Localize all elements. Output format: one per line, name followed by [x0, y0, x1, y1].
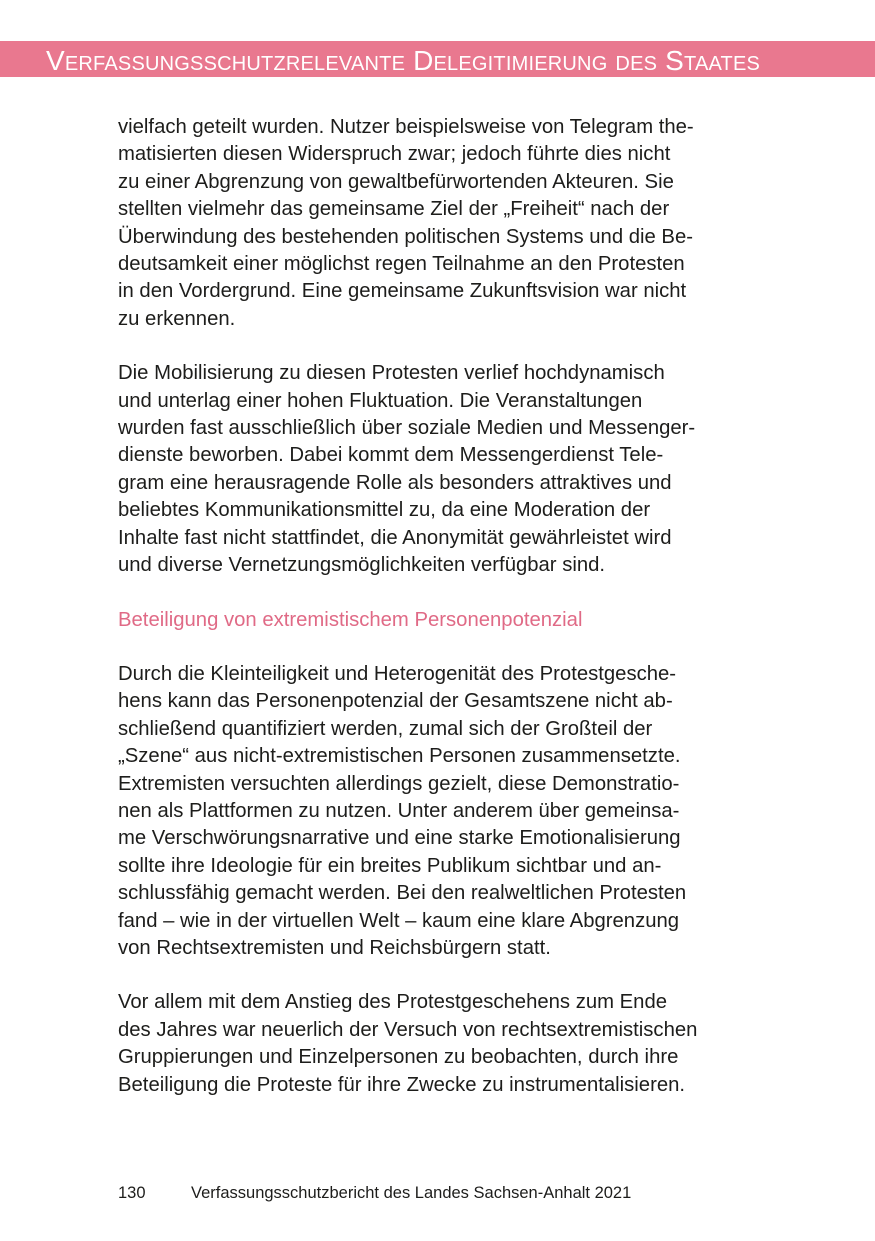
paragraph-3	[118, 661, 768, 962]
page-number: 130	[118, 1184, 146, 1202]
text-line: stellten vielmehr das gemeinsame Ziel der „Freiheit“ nach der	[118, 198, 670, 221]
text-line: sollte ihre Ideologie für ein breites Publikum sichtbar und an-	[118, 854, 662, 877]
text-line: Vor allem mit dem Anstieg des Protestgeschehens zum Ende	[118, 991, 668, 1014]
text-line: dienste beworben. Dabei kommt dem Messengerdienst Tele-	[118, 444, 664, 467]
text-line: zu erkennen.	[118, 307, 236, 330]
text-line: nen als Plattformen zu nutzen. Unter anderem über gemeinsa-	[118, 799, 680, 822]
text-line: me Verschwörungsnarrative und eine starke Emotionalisierung	[118, 827, 681, 850]
text-line: zu einer Abgrenzung von gewaltbefürwortenden Akteuren. Sie	[118, 170, 674, 193]
text-line: Überwindung des bestehenden politischen Systems und die Be-	[118, 225, 693, 248]
text-line: wurden fast ausschließlich über soziale Medien und Messenger-	[118, 417, 696, 440]
text-line: gram eine herausragende Rolle als besonders attraktives und	[118, 471, 672, 494]
paragraph-2	[118, 360, 768, 579]
text-line: und diverse Vernetzungsmöglichkeiten verfügbar sind.	[118, 554, 606, 577]
text-line: Inhalte fast nicht stattfindet, die Anonymität gewährleistet wird	[118, 526, 672, 549]
text-line: Durch die Kleinteiligkeit und Heterogenität des Protestgesche-	[118, 662, 677, 685]
page-footer	[118, 1182, 631, 1204]
text-line: in den Vordergrund. Eine gemeinsame Zukunftsvision war nicht	[118, 280, 687, 303]
text-line: vielfach geteilt wurden. Nutzer beispielsweise von Telegram the-	[118, 116, 694, 138]
text-line: des Jahres war neuerlich der Versuch von rechtsextremistischen	[118, 1018, 698, 1041]
text-line: beliebtes Kommunikationsmittel zu, da eine Moderation der	[118, 499, 651, 522]
text-line: „Szene“ aus nicht-extremistischen Personen zusammensetzte.	[118, 745, 681, 768]
text-line: Gruppierungen und Einzelpersonen zu beobachten, durch ihre	[118, 1046, 679, 1069]
text-line: matisierten diesen Widerspruch zwar; jedoch führte dies nicht	[118, 143, 671, 166]
text-line: fand – wie in der virtuellen Welt – kaum eine klare Abgrenzung	[118, 909, 680, 932]
page-body	[118, 114, 768, 1099]
paragraph-4	[118, 989, 768, 1099]
text-line: deutsamkeit einer möglichst regen Teilnahme an den Protesten	[118, 253, 685, 276]
paragraph-1	[118, 114, 768, 333]
text-line: Die Mobilisierung zu diesen Protesten verlief hochdynamisch	[118, 362, 665, 385]
text-line: und unterlag einer hohen Fluktuation. Die Veranstaltungen	[118, 389, 643, 412]
text-line: schlussfähig gemacht werden. Bei den realweltlichen Protesten	[118, 882, 687, 905]
publication-title: Verfassungsschutzbericht des Landes Sachsen-Anhalt 2021	[191, 1184, 632, 1202]
text-line: hens kann das Personenpotenzial der Gesamtszene nicht ab-	[118, 690, 673, 713]
text-line: schließend quantifiziert werden, zumal sich der Großteil der	[118, 717, 653, 740]
text-line: Extremisten versuchten allerdings gezielt, diese Demonstratio-	[118, 772, 680, 795]
section-heading: Beteiligung von extremistischem Personenpotenzial	[118, 608, 583, 631]
chapter-title: Verfassungsschutzrelevante Delegitimierung des Staates	[46, 45, 761, 76]
text-line: von Rechtsextremisten und Reichsbürgern statt.	[118, 936, 551, 959]
text-line: Beteiligung die Proteste für ihre Zwecke zu instrumentalisieren.	[118, 1073, 686, 1096]
